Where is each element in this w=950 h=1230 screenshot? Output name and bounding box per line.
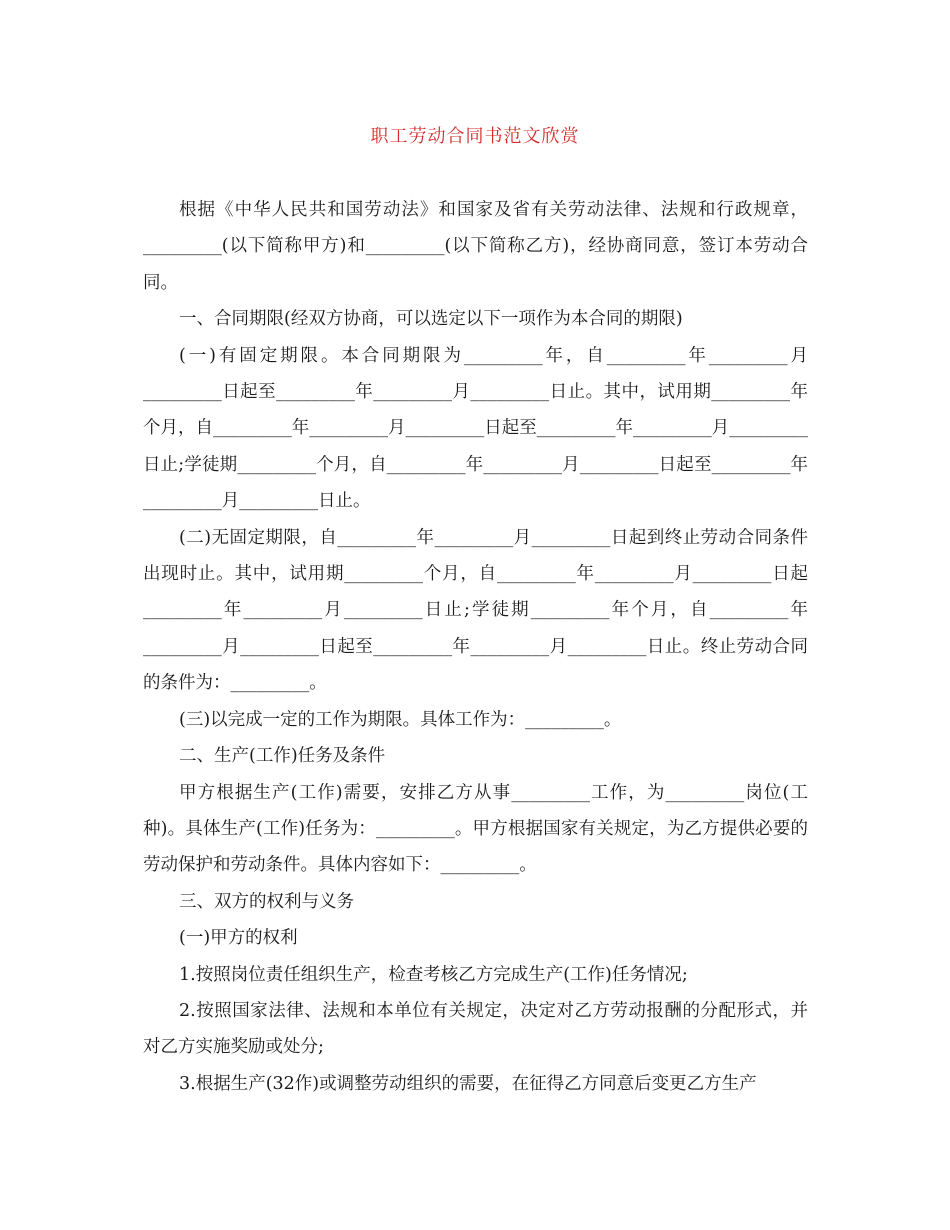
section-heading-term: 一、合同期限(经双方协商，可以选定以下一项作为本合同的期限) [179,309,683,330]
paragraph-preamble: 根据《中华人民共和国劳动法》和国家及省有关劳动法律、法规和行政规章，_________(以下简称甲方)和_________(以下简称乙方)，经协商同意，签订本劳动合同。 [143,200,808,293]
paragraph-tasks: 甲方根据生产(工作)需要，安排乙方从事_________工作，为_________岗位(工种)。具体生产(工作)任务为：_________。甲方根据国家有关规定，为乙方提供必要的劳动保护和劳动条件。具体内容如下：_________。 [143,782,808,876]
subheading-party-a-rights: (一)甲方的权利 [179,928,298,949]
section-heading-tasks: 二、生产(工作)任务及条件 [179,746,386,767]
list-item-1: 1.按照岗位责任组织生产，检查考核乙方完成生产(工作)任务情况; [179,964,688,985]
list-item-2: 2.按照国家法律、法规和本单位有关规定，决定对乙方劳动报酬的分配形式，并对乙方实施奖励或处分; [143,1000,808,1058]
paragraph-open-term: (二)无固定期限，自_________年_________月_________日起到终止劳动合同条件出现时止。其中，试用期_________个月，自_________年_________月_________日起_________年_________月_________日止;学徒期_________年个月，自_________年_________月_________日起至_________年_________月_________日止。终止劳动合同的条件为：_________。 [143,527,808,694]
section-heading-rights: 三、双方的权利与义务 [179,891,354,912]
list-item-3: 3.根据生产(32作)或调整劳动组织的需要，在征得乙方同意后变更乙方生产 [179,1073,757,1094]
document-body [143,192,808,1102]
paragraph-fixed-term: (一)有固定期限。本合同期限为_________年，自_________年_________月_________日起至_________年_________月_________日止。其中，试用期_________年个月，自_________年_________月_________日起至_________年_________月_________日止;学徒期_________个月，自_________年_________月_________日起至_________年_________月_________日止。 [143,345,808,512]
paragraph-task-term: (三)以完成一定的工作为期限。具体工作为：_________。 [179,709,622,730]
document-title: 职工劳动合同书范文欣赏 [370,126,580,147]
